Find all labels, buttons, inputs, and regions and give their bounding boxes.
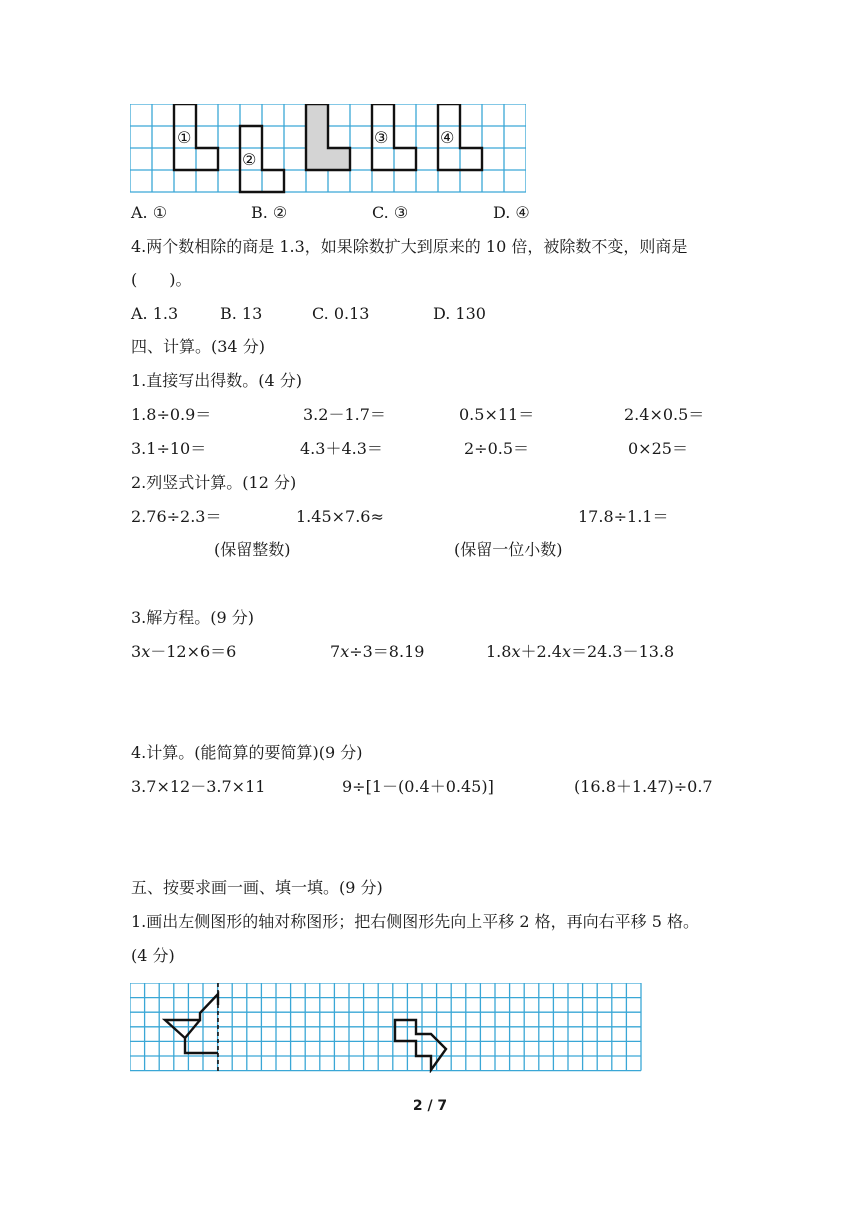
q4-option-b[interactable]: B. 13: [220, 304, 263, 323]
round-note-one-decimal: (保留一位小数): [454, 540, 563, 559]
q3-grid-figure: [130, 104, 526, 194]
left-figure: [165, 994, 218, 1053]
oral-calc-7: 2÷0.5＝: [464, 439, 530, 458]
simplify-calc-3: (16.8＋1.47)÷0.7: [574, 777, 713, 796]
p2-title: 2.列竖式计算。(12 分): [131, 473, 297, 492]
q3-option-b[interactable]: B. ②: [251, 203, 288, 222]
equation-3: 1.8x＋2.4x＝24.3－13.8: [486, 642, 675, 661]
s5-drawing-grid[interactable]: [130, 983, 645, 1073]
oral-calc-6: 4.3＋4.3＝: [300, 439, 383, 458]
p1-title: 1.直接写出得数。(4 分): [131, 371, 303, 390]
q4-option-c[interactable]: C. 0.13: [312, 304, 370, 323]
equation-1: 3x－12×6＝6: [131, 642, 237, 661]
q3-option-a[interactable]: A. ①: [131, 203, 168, 222]
q3-option-c[interactable]: C. ③: [372, 203, 409, 222]
vertical-calc-1: 2.76÷2.3＝: [131, 507, 222, 526]
q4-stem-line1: 4.两个数相除的商是 1.3，如果除数扩大到原来的 10 倍，被除数不变，则商是: [131, 237, 688, 256]
oral-calc-2: 3.2－1.7＝: [303, 405, 386, 424]
shape-label-1: ①: [177, 128, 192, 147]
q4-option-a[interactable]: A. 1.3: [131, 304, 179, 323]
simplify-calc-2: 9÷[1－(0.4＋0.45)]: [342, 777, 494, 796]
oral-calc-5: 3.1÷10＝: [131, 439, 207, 458]
vertical-calc-3: 17.8÷1.1＝: [578, 507, 669, 526]
s5-p1-line1: 1.画出左侧图形的轴对称图形；把右侧图形先向上平移 2 格，再向右平移 5 格。: [131, 912, 699, 931]
shape-label-2: ②: [242, 150, 257, 169]
page-number: 2 / 7: [412, 1098, 448, 1114]
equation-2: 7x÷3＝8.19: [330, 642, 425, 661]
right-figure: [395, 1020, 446, 1070]
l-shape-shaded: [306, 104, 350, 170]
left-figure-inner: [185, 1020, 200, 1038]
oral-calc-8: 0×25＝: [628, 439, 688, 458]
section4-title: 四、计算。(34 分): [131, 337, 265, 356]
shape-label-4: ④: [440, 128, 455, 147]
shape-label-3: ③: [374, 128, 389, 147]
p4-title: 4.计算。(能简算的要简算)(9 分): [131, 743, 363, 762]
q3-option-d[interactable]: D. ④: [493, 203, 530, 222]
round-note-integer: (保留整数): [214, 540, 291, 559]
oral-calc-4: 2.4×0.5＝: [624, 405, 705, 424]
q4-option-d[interactable]: D. 130: [433, 304, 486, 323]
oral-calc-1: 1.8÷0.9＝: [131, 405, 212, 424]
simplify-calc-1: 3.7×12－3.7×11: [131, 777, 266, 796]
section5-title: 五、按要求画一画、填一填。(9 分): [131, 878, 383, 897]
oral-calc-3: 0.5×11＝: [459, 405, 535, 424]
p3-title: 3.解方程。(9 分): [131, 608, 255, 627]
q4-stem-line2: ( )。: [131, 270, 192, 289]
vertical-calc-2: 1.45×7.6≈: [296, 507, 384, 526]
s5-p1-line2: (4 分): [131, 946, 175, 965]
